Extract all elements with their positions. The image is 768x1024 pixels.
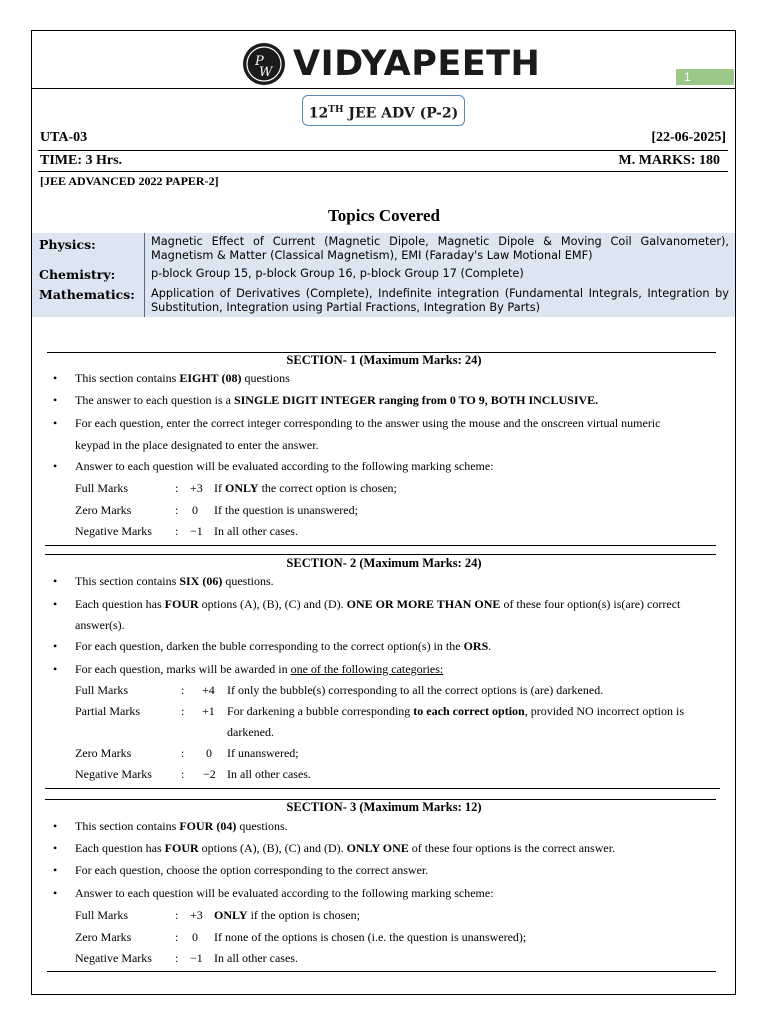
logo-letter-w: W [259,65,273,80]
colon: : [181,767,185,781]
topic-subject: Physics: [32,233,145,264]
logo-letter-p: P [255,54,264,69]
section1-bottom-rule [45,545,716,546]
section3-item: Answer to each question will be evaluated according to the following marking scheme: [75,886,494,900]
section3-heading: SECTION- 3 (Maximum Marks: 12) [286,800,482,814]
info-divider-2 [38,171,728,172]
colon: : [175,481,179,495]
mark-label: Negative Marks [75,524,152,538]
section2-top-rule [45,554,716,555]
brand-logo [243,43,540,85]
section2-item: Each question has FOUR options (A), (B), (C) and (D). ONE OR MORE THAN ONE of these four option(s) is(are) correct [75,597,681,611]
mark-desc: If the question is unanswered; [214,503,358,517]
bullet-icon: • [53,371,58,385]
bullet-icon: • [53,841,58,855]
paper-ref: [JEE ADVANCED 2022 PAPER-2] [40,174,219,188]
mark-value: +3 [190,908,203,922]
bullet-icon: • [53,863,58,877]
mark-label: Negative Marks [75,951,152,965]
section1-item: The answer to each question is a SINGLE DIGIT INTEGER ranging from 0 TO 9, BOTH INCLUSIVE. [75,393,599,407]
section1-item: Answer to each question will be evaluated according to the following marking scheme: [75,459,494,473]
mark-desc: If none of the options is chosen (i.e. the question is unanswered); [214,930,527,944]
mark-label: Partial Marks [75,704,140,718]
section3-item: Each question has FOUR options (A), (B), (C) and (D). ONLY ONE of these four options is the correct answer. [75,841,616,855]
bullet-icon: • [53,639,58,653]
colon: : [181,683,185,697]
bullet-icon: • [53,886,58,900]
topics-heading: Topics Covered [328,206,440,225]
colon: : [181,704,185,718]
topic-content: Magnetic Effect of Current (Magnetic Dipole, Magnetic Dipole & Moving Coil Galvanometer), Magnetism & Matter (Classical Magnetism), EMI (Faraday's Law Motional EMF) [151,235,729,262]
section1-item: This section contains EIGHT (08) questions [75,371,290,385]
mark-value: +4 [202,683,215,697]
section1-item: For each question, enter the correct integer corresponding to the answer using the mouse and the onscreen virtual numeric [75,416,661,430]
duration: TIME: 3 Hrs. [40,153,123,168]
page-number: 1 [676,69,734,85]
topic-subject: Mathematics: [32,284,145,317]
mark-label: Full Marks [75,481,129,495]
section1-heading: SECTION- 1 (Maximum Marks: 24) [286,353,482,367]
mark-desc: If ONLY the correct option is chosen; [214,481,397,495]
exam-title: 12TH JEE ADV (P-2) [302,95,465,126]
section3-item: For each question, choose the option corresponding to the correct answer. [75,863,429,877]
mark-desc: In all other cases. [214,951,298,965]
section2-item: For each question, marks will be awarded in one of the following categories: [75,662,444,676]
mark-desc: ONLY if the option is chosen; [214,908,360,922]
mark-desc: If only the bubble(s) corresponding to all the correct options is (are) darkened. [227,683,604,697]
section2-heading: SECTION- 2 (Maximum Marks: 24) [286,556,482,570]
bullet-icon: • [53,819,58,833]
info-divider-1 [38,150,728,151]
mark-desc: In all other cases. [214,524,298,538]
pw-logo-icon [243,43,285,85]
section2-item: For each question, darken the buble corresponding to the correct option(s) in the ORS. [75,639,492,653]
colon: : [175,951,179,965]
colon: : [175,524,179,538]
mark-label: Zero Marks [75,930,132,944]
topics-table [32,233,735,317]
brand-name: VIDYAPEETH [293,44,541,84]
mark-value: +1 [202,704,215,718]
section2-item: This section contains SIX (06) questions. [75,574,274,588]
test-date: [22-06-2025] [651,130,726,145]
mark-label: Full Marks [75,908,129,922]
max-marks: M. MARKS: 180 [618,153,720,168]
bullet-icon: • [53,574,58,588]
colon: : [175,503,179,517]
topic-content: p-block Group 15, p-block Group 16, p-block Group 17 (Complete) [151,267,524,280]
mark-value: −2 [203,767,216,781]
mark-desc: For darkening a bubble corresponding to each correct option, provided NO incorrect option is [227,704,685,718]
bullet-icon: • [53,459,58,473]
topic-row-mathematics [32,284,735,317]
bullet-icon: • [53,597,58,611]
section1-item-cont: keypad in the place designated to enter the answer. [75,438,319,452]
topic-content: Application of Derivatives (Complete), Indefinite integration (Fundamental Integrals, Integration by Substitution, Integration using Partial Fractions, Integration By Parts) [151,287,729,314]
colon: : [175,930,179,944]
colon: : [175,908,179,922]
section3-bottom-rule [47,971,716,972]
mark-value: +3 [190,481,203,495]
mark-value: 0 [206,746,212,760]
test-code: UTA-03 [40,130,88,145]
mark-value: −1 [190,524,203,538]
section3-item: This section contains FOUR (04) questions. [75,819,288,833]
section2-item-cont: answer(s). [75,618,125,632]
header-divider [32,88,735,89]
mark-label: Zero Marks [75,746,132,760]
colon: : [181,746,185,760]
mark-label: Negative Marks [75,767,152,781]
mark-desc-cont: darkened. [227,725,274,739]
bullet-icon: • [53,393,58,407]
topic-row-physics [32,233,735,264]
mark-value: −1 [190,951,203,965]
mark-label: Zero Marks [75,503,132,517]
mark-value: 0 [192,503,198,517]
mark-desc: In all other cases. [227,767,311,781]
bullet-icon: • [53,416,58,430]
mark-label: Full Marks [75,683,129,697]
bullet-icon: • [53,662,58,676]
mark-value: 0 [192,930,198,944]
topic-row-chemistry [32,264,735,284]
topic-subject: Chemistry: [32,264,145,284]
section2-bottom-rule [45,788,720,789]
mark-desc: If unanswered; [227,746,299,760]
